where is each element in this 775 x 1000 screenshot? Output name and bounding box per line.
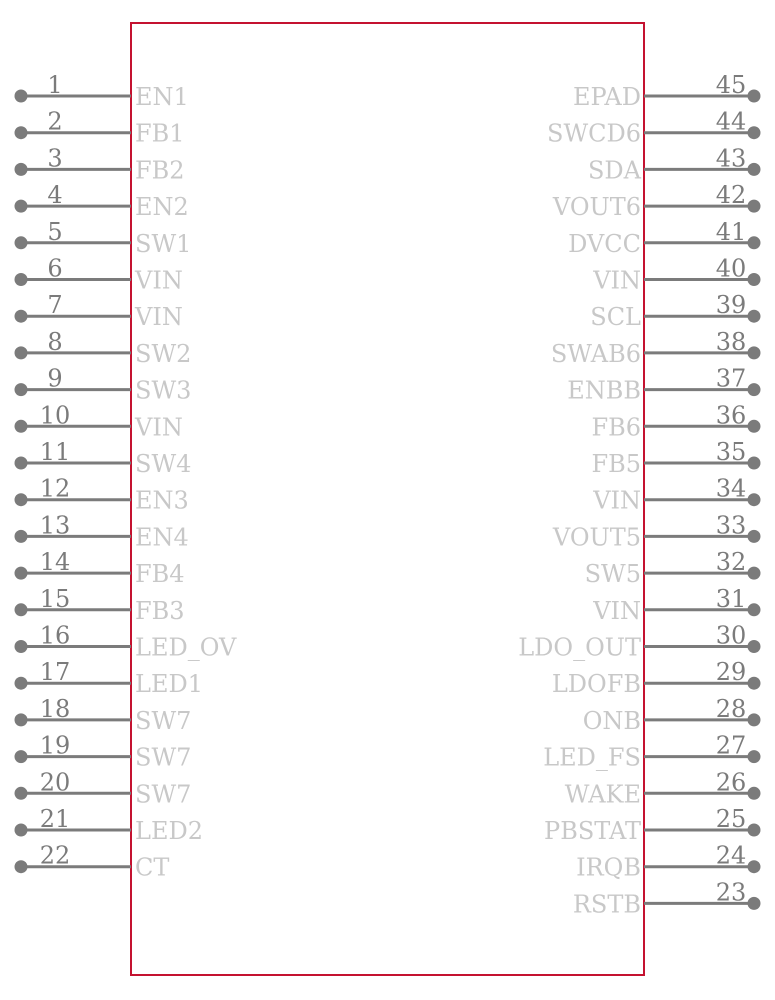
pin-name: ENBB bbox=[567, 376, 641, 405]
pin-name: SW4 bbox=[135, 450, 192, 478]
pin-endpoint-dot bbox=[15, 310, 28, 323]
pin-name: SCL bbox=[590, 303, 641, 332]
pin-number: 30 bbox=[715, 621, 747, 650]
pin-name: WAKE bbox=[564, 780, 641, 809]
pin-endpoint-dot bbox=[748, 824, 761, 837]
pin-44 bbox=[547, 108, 760, 148]
pin-number: 8 bbox=[47, 327, 63, 356]
pin-endpoint-dot bbox=[15, 236, 28, 249]
pin-endpoint-dot bbox=[15, 383, 28, 396]
pin-name: VOUT6 bbox=[552, 193, 641, 222]
pin-endpoint-dot bbox=[748, 90, 761, 103]
pin-name: EPAD bbox=[572, 83, 641, 111]
pin-name: IRQB bbox=[576, 853, 641, 882]
pin-name: CT bbox=[135, 853, 170, 882]
pin-name: ONB bbox=[582, 706, 641, 735]
pin-number: 45 bbox=[715, 71, 747, 99]
pin-endpoint-dot bbox=[15, 200, 28, 213]
pin-name: VIN bbox=[593, 486, 641, 515]
pin-name: FB1 bbox=[135, 119, 185, 148]
pin-endpoint-dot bbox=[15, 677, 28, 690]
pin-number: 15 bbox=[39, 584, 71, 613]
pin-number: 28 bbox=[715, 694, 747, 723]
pin-41 bbox=[568, 218, 760, 258]
pin-4 bbox=[15, 181, 189, 221]
pin-endpoint-dot bbox=[748, 567, 761, 580]
pin-name: EN1 bbox=[135, 83, 189, 111]
pin-endpoint-dot bbox=[748, 273, 761, 286]
pin-number: 33 bbox=[715, 511, 747, 540]
pin-1 bbox=[15, 71, 189, 111]
pin-34 bbox=[592, 475, 760, 515]
pin-endpoint-dot bbox=[748, 346, 761, 359]
pin-endpoint-dot bbox=[748, 420, 761, 433]
pin-endpoint-dot bbox=[15, 567, 28, 580]
pin-14 bbox=[15, 548, 185, 588]
pin-number: 35 bbox=[715, 438, 747, 466]
pin-number: 1 bbox=[47, 71, 63, 99]
pin-name: PBSTAT bbox=[544, 817, 641, 845]
pin-name: SW1 bbox=[135, 229, 192, 258]
pin-15 bbox=[15, 585, 185, 625]
pin-name: EN4 bbox=[135, 523, 189, 552]
pin-number: 10 bbox=[39, 401, 71, 430]
pin-name: LED_FS bbox=[543, 743, 641, 772]
pin-number: 4 bbox=[47, 181, 63, 210]
pin-endpoint-dot bbox=[15, 346, 28, 359]
pin-name: SW2 bbox=[135, 339, 192, 368]
pin-number: 41 bbox=[715, 217, 747, 246]
pin-33 bbox=[552, 511, 761, 551]
pin-endpoint-dot bbox=[748, 860, 761, 873]
pin-number: 36 bbox=[715, 401, 747, 430]
pin-number: 38 bbox=[715, 327, 747, 356]
pin-name: EN3 bbox=[135, 486, 189, 515]
pin-7 bbox=[15, 291, 183, 331]
pin-number: 6 bbox=[47, 254, 63, 283]
pin-name: FB4 bbox=[135, 560, 185, 589]
pin-endpoint-dot bbox=[15, 273, 28, 286]
pin-number: 19 bbox=[39, 731, 71, 760]
pin-name: VIN bbox=[593, 596, 641, 625]
pin-36 bbox=[591, 401, 760, 441]
pin-38 bbox=[551, 328, 761, 368]
pin-3 bbox=[15, 144, 185, 184]
pin-number: 40 bbox=[715, 254, 747, 283]
pin-name: SW5 bbox=[584, 560, 641, 589]
pin-8 bbox=[15, 328, 192, 368]
pin-name: VIN bbox=[593, 266, 641, 295]
pin-endpoint-dot bbox=[748, 713, 761, 726]
pin-name: SWCD6 bbox=[547, 119, 641, 148]
pin-endpoint-dot bbox=[748, 310, 761, 323]
pin-16 bbox=[15, 622, 237, 662]
pin-name: FB3 bbox=[135, 596, 185, 625]
pin-endpoint-dot bbox=[748, 677, 761, 690]
pin-endpoint-dot bbox=[15, 530, 28, 543]
pin-endpoint-dot bbox=[748, 163, 761, 176]
pin-name: VIN bbox=[135, 413, 183, 442]
pin-number: 42 bbox=[715, 181, 747, 210]
pin-endpoint-dot bbox=[748, 640, 761, 653]
pin-name: FB6 bbox=[591, 413, 641, 442]
pin-endpoint-dot bbox=[15, 163, 28, 176]
pin-number: 20 bbox=[39, 768, 71, 797]
pin-number: 27 bbox=[715, 731, 747, 760]
pin-number: 29 bbox=[715, 658, 747, 687]
pin-9 bbox=[15, 365, 192, 405]
pin-endpoint-dot bbox=[748, 530, 761, 543]
pin-name: LED2 bbox=[135, 817, 203, 845]
pin-number: 21 bbox=[39, 805, 71, 833]
pin-endpoint-dot bbox=[15, 457, 28, 470]
pin-endpoint-dot bbox=[15, 824, 28, 837]
pin-number: 18 bbox=[39, 694, 71, 723]
pin-name: SDA bbox=[587, 156, 641, 185]
pin-endpoint-dot bbox=[15, 126, 28, 139]
pin-25 bbox=[544, 805, 760, 845]
pin-endpoint-dot bbox=[748, 603, 761, 616]
pin-endpoint-dot bbox=[15, 603, 28, 616]
pin-endpoint-dot bbox=[15, 90, 28, 103]
pin-number: 14 bbox=[39, 548, 71, 577]
pin-5 bbox=[15, 218, 192, 258]
pin-35 bbox=[591, 438, 760, 478]
pin-endpoint-dot bbox=[748, 200, 761, 213]
pin-6 bbox=[15, 255, 183, 295]
pin-endpoint-dot bbox=[15, 787, 28, 800]
pin-22 bbox=[15, 842, 170, 882]
pin-name: SW7 bbox=[135, 780, 192, 809]
pin-name: LDOFB bbox=[551, 670, 641, 699]
pin-17 bbox=[15, 658, 203, 698]
pin-11 bbox=[15, 438, 192, 478]
pin-18 bbox=[15, 695, 192, 735]
pin-name: VOUT5 bbox=[552, 523, 641, 552]
pin-21 bbox=[15, 805, 203, 845]
pin-20 bbox=[15, 768, 192, 808]
pin-name: SWAB6 bbox=[550, 339, 641, 368]
pin-number: 44 bbox=[715, 107, 747, 136]
pin-number: 22 bbox=[39, 841, 71, 870]
pin-number: 17 bbox=[39, 658, 71, 687]
pin-name: LDO_OUT bbox=[518, 633, 641, 662]
pin-number: 24 bbox=[715, 841, 747, 870]
pin-number: 2 bbox=[47, 107, 63, 136]
pin-number: 3 bbox=[47, 144, 63, 173]
pin-number: 25 bbox=[715, 805, 747, 833]
pin-endpoint-dot bbox=[748, 493, 761, 506]
pin-name: LED_OV bbox=[135, 633, 237, 662]
pin-name: FB2 bbox=[135, 156, 185, 185]
pin-endpoint-dot bbox=[748, 787, 761, 800]
pin-40 bbox=[592, 255, 760, 295]
pin-name: VIN bbox=[135, 266, 183, 295]
pin-endpoint-dot bbox=[15, 420, 28, 433]
pin-number: 5 bbox=[47, 217, 63, 246]
pin-number: 16 bbox=[39, 621, 71, 650]
left-pin-group bbox=[15, 71, 237, 882]
pin-45 bbox=[573, 71, 761, 111]
pin-endpoint-dot bbox=[748, 750, 761, 763]
pin-number: 37 bbox=[715, 364, 747, 393]
pin-name: SW7 bbox=[135, 743, 192, 772]
pin-endpoint-dot bbox=[15, 750, 28, 763]
pin-endpoint-dot bbox=[15, 493, 28, 506]
pin-name: DVCC bbox=[568, 229, 641, 258]
pin-number: 13 bbox=[39, 511, 71, 540]
pin-number: 31 bbox=[715, 584, 747, 613]
pin-39 bbox=[590, 291, 760, 331]
pin-name: SW3 bbox=[135, 376, 192, 405]
pin-number: 43 bbox=[715, 144, 747, 173]
pin-12 bbox=[15, 475, 189, 515]
pin-endpoint-dot bbox=[748, 457, 761, 470]
pin-30 bbox=[518, 622, 760, 662]
pin-number: 26 bbox=[715, 768, 747, 797]
pin-42 bbox=[552, 181, 761, 221]
pin-endpoint-dot bbox=[748, 126, 761, 139]
pin-endpoint-dot bbox=[748, 236, 761, 249]
pin-name: LED1 bbox=[135, 670, 203, 699]
pin-27 bbox=[543, 732, 760, 772]
pin-43 bbox=[588, 144, 761, 184]
pin-name: VIN bbox=[135, 303, 183, 332]
pin-name: EN2 bbox=[135, 193, 189, 222]
pin-endpoint-dot bbox=[15, 860, 28, 873]
pin-number: 32 bbox=[715, 548, 747, 577]
pin-number: 7 bbox=[47, 291, 63, 320]
pin-number: 34 bbox=[715, 474, 747, 503]
pin-endpoint-dot bbox=[15, 713, 28, 726]
pin-number: 12 bbox=[39, 474, 71, 503]
pin-29 bbox=[552, 658, 761, 698]
pin-23 bbox=[573, 878, 761, 918]
pin-10 bbox=[15, 401, 183, 441]
pin-2 bbox=[15, 108, 185, 148]
pin-24 bbox=[576, 842, 760, 882]
pin-number: 23 bbox=[715, 878, 747, 907]
pin-endpoint-dot bbox=[748, 897, 761, 910]
pin-number: 11 bbox=[39, 438, 71, 466]
pin-endpoint-dot bbox=[15, 640, 28, 653]
pin-name: FB5 bbox=[591, 450, 641, 478]
pin-31 bbox=[592, 585, 760, 625]
pin-number: 39 bbox=[715, 291, 747, 320]
pin-13 bbox=[15, 511, 189, 551]
pin-28 bbox=[583, 695, 761, 735]
pin-endpoint-dot bbox=[748, 383, 761, 396]
pin-37 bbox=[567, 365, 760, 405]
pin-19 bbox=[15, 732, 192, 772]
pin-26 bbox=[565, 768, 761, 808]
pin-name: RSTB bbox=[572, 890, 641, 919]
pin-32 bbox=[585, 548, 761, 588]
pin-number: 9 bbox=[47, 364, 63, 393]
right-pin-group bbox=[518, 71, 760, 918]
pin-name: SW7 bbox=[135, 706, 192, 735]
